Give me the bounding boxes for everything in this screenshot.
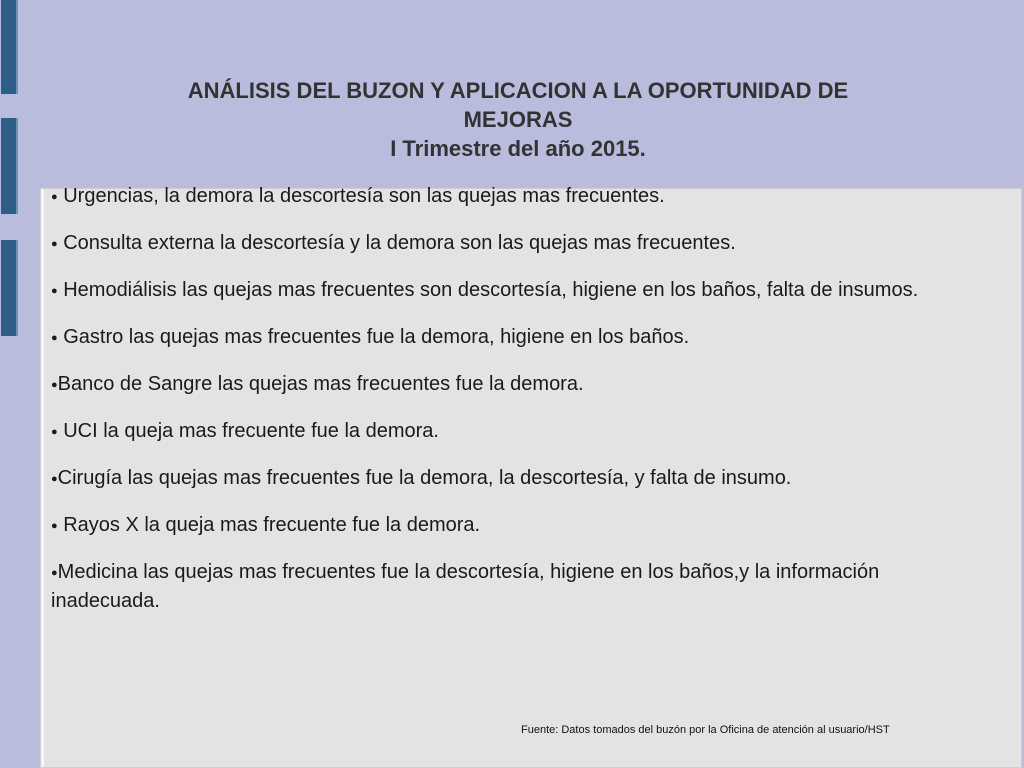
list-item: [51, 276, 981, 305]
title-line-2: MEJORAS: [463, 107, 573, 132]
slide-title: [60, 76, 976, 163]
list-item: [51, 511, 981, 540]
bullet-icon: ●: [51, 426, 58, 438]
list-item: [51, 323, 981, 352]
list-item: [51, 558, 981, 615]
list-item-text: Cirugía las quejas mas frecuentes fue la demora, la descortesía, y falta de insumo.: [57, 467, 792, 489]
list-item-text: Gastro las quejas mas frecuentes fue la demora, higiene en los baños.: [57, 326, 690, 348]
accent-bar-top: [1, 0, 18, 94]
content-panel: [40, 185, 1022, 768]
title-line-3: I Trimestre del año 2015.: [390, 136, 646, 161]
bullet-icon: ●: [51, 285, 58, 297]
bullet-icon: ●: [51, 520, 58, 532]
list-item-text: Consulta externa la descortesía y la demora son las quejas mas frecuentes.: [57, 232, 736, 254]
bullet-icon: ●: [51, 379, 58, 391]
bullet-icon: ●: [51, 191, 58, 203]
list-item: [51, 417, 981, 446]
left-decoration: [0, 0, 22, 768]
title-line-1: ANÁLISIS DEL BUZON Y APLICACION A LA OPORTUNIDAD DE: [187, 78, 849, 103]
bullet-icon: ●: [51, 332, 58, 344]
list-item-text: Urgencias, la demora la descortesía son las quejas mas frecuentes.: [57, 185, 665, 207]
list-item-text: Hemodiálisis las quejas mas frecuentes son descortesía, higiene en los baños, falta de insumos.: [57, 279, 919, 301]
list-item-text: Rayos X la queja mas frecuente fue la demora.: [57, 514, 481, 536]
accent-bar-bottom: [1, 240, 18, 336]
list-item: [51, 370, 981, 399]
complaints-list: [51, 182, 981, 633]
bullet-icon: ●: [51, 567, 58, 579]
bullet-icon: ●: [51, 473, 58, 485]
source-note: Fuente: Datos tomados del buzón por la Oficina de atención al usuario/HST: [521, 724, 890, 736]
list-item: [51, 464, 981, 493]
list-item-text: Medicina las quejas mas frecuentes fue la descortesía, higiene en los baños,y la información inadecuada.: [51, 561, 880, 612]
list-item-text: Banco de Sangre las quejas mas frecuentes fue la demora.: [57, 373, 584, 395]
list-item: [51, 229, 981, 258]
list-item: [51, 182, 981, 211]
accent-bar-middle: [1, 118, 18, 214]
bullet-icon: ●: [51, 238, 58, 250]
list-item-text: UCI la queja mas frecuente fue la demora.: [57, 420, 439, 442]
